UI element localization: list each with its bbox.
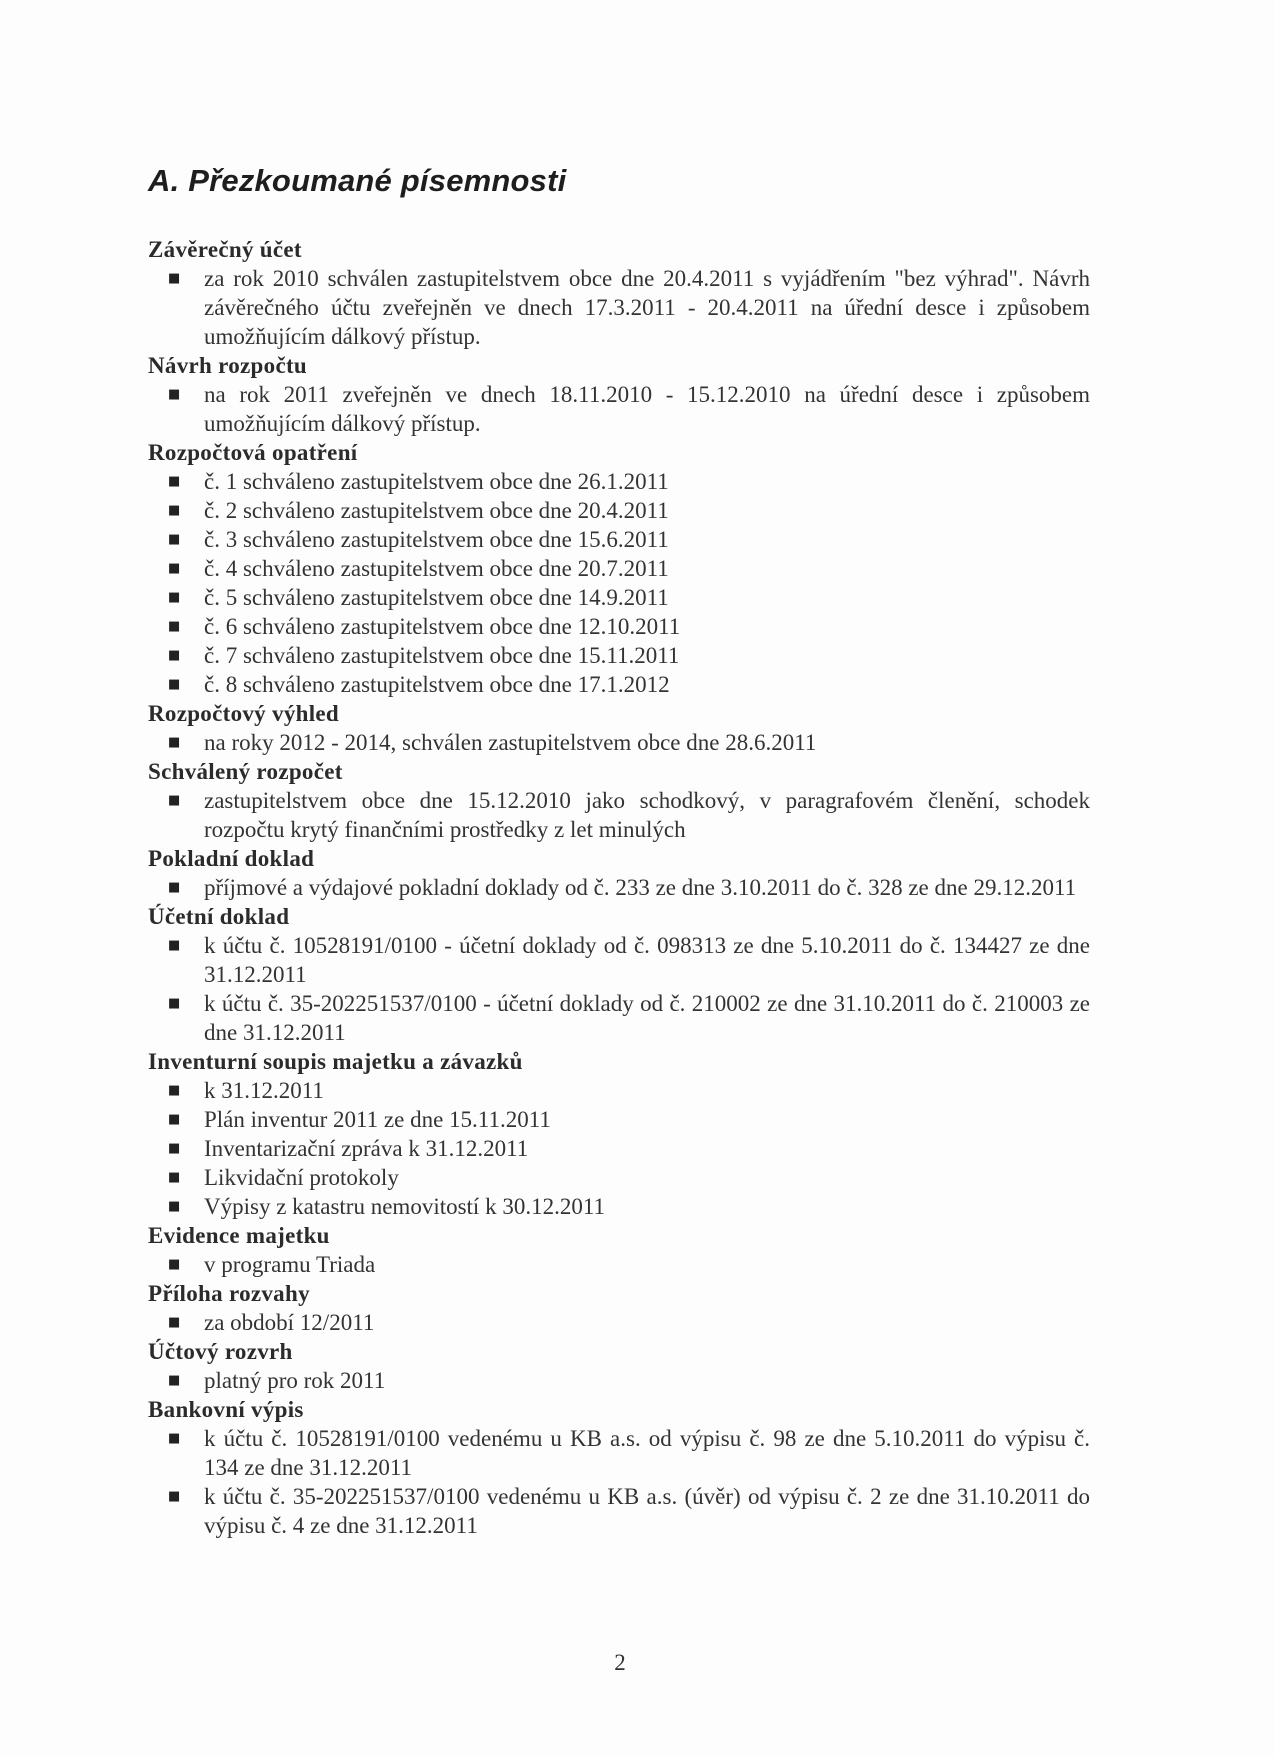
- list-item: [148, 786, 1090, 844]
- bullet-icon: ■: [168, 1141, 181, 1156]
- document-section: [148, 844, 1090, 902]
- document-section: [148, 757, 1090, 844]
- document-section: [148, 1279, 1090, 1337]
- list-item: [148, 670, 1090, 699]
- bullet-icon: ■: [168, 619, 181, 634]
- list-item: [148, 264, 1090, 351]
- list-item-text: v programu Triada: [204, 1252, 376, 1277]
- bullet-icon: ■: [168, 1083, 181, 1098]
- section-title: Rozpočtová opatření: [148, 440, 358, 465]
- document-section: [148, 351, 1090, 438]
- list-item: [148, 612, 1090, 641]
- section-title: Bankovní výpis: [148, 1397, 304, 1422]
- document-section: [148, 235, 1090, 351]
- bullet-list: [148, 1366, 1090, 1395]
- document-section: [148, 699, 1090, 757]
- bullet-icon: ■: [168, 677, 181, 692]
- bullet-icon: ■: [168, 1373, 181, 1388]
- bullet-list: [148, 873, 1090, 902]
- page-number: 2: [614, 1650, 626, 1675]
- list-item: [148, 873, 1090, 902]
- list-item: [148, 641, 1090, 670]
- list-item-text: č. 2 schváleno zastupitelstvem obce dne 20.4.2011: [204, 498, 669, 523]
- list-item: [148, 1134, 1090, 1163]
- bullet-icon: ■: [168, 1489, 181, 1504]
- bullet-list: [148, 931, 1090, 1047]
- list-item: [148, 1163, 1090, 1192]
- bullet-icon: ■: [168, 474, 181, 489]
- bullet-icon: ■: [168, 1431, 181, 1446]
- list-item-text: k účtu č. 35-202251537/0100 - účetní doklady od č. 210002 ze dne 31.10.2011 do č. 210003 ze dne 31.12.2011: [204, 991, 1090, 1045]
- list-item-text: k účtu č. 10528191/0100 vedenému u KB a.s. od výpisu č. 98 ze dne 5.10.2011 do výpisu č. 134 ze dne 31.12.2011: [204, 1426, 1090, 1480]
- section-title: Účtový rozvrh: [148, 1339, 293, 1364]
- list-item-text: č. 5 schváleno zastupitelstvem obce dne 14.9.2011: [204, 585, 669, 610]
- section-title: Rozpočtový výhled: [148, 701, 340, 726]
- bullet-list: [148, 786, 1090, 844]
- document-section: [148, 902, 1090, 1047]
- bullet-list: [148, 467, 1090, 699]
- list-item-text: č. 7 schváleno zastupitelstvem obce dne 15.11.2011: [204, 643, 680, 668]
- list-item-text: na roky 2012 - 2014, schválen zastupitelstvem obce dne 28.6.2011: [204, 730, 817, 755]
- list-item: [148, 1105, 1090, 1134]
- bullet-icon: ■: [168, 271, 181, 286]
- list-item-text: č. 4 schváleno zastupitelstvem obce dne 20.7.2011: [204, 556, 669, 581]
- list-item: [148, 1308, 1090, 1337]
- bullet-icon: ■: [168, 387, 181, 402]
- list-item-text: č. 1 schváleno zastupitelstvem obce dne 26.1.2011: [204, 469, 669, 494]
- bullet-icon: ■: [168, 996, 181, 1011]
- list-item: [148, 1250, 1090, 1279]
- document-section: [148, 438, 1090, 699]
- list-item: [148, 1076, 1090, 1105]
- list-item-text: příjmové a výdajové pokladní doklady od č. 233 ze dne 3.10.2011 do č. 328 ze dne 29.12.2011: [204, 875, 1077, 900]
- bullet-icon: ■: [168, 938, 181, 953]
- bullet-icon: ■: [168, 1199, 181, 1214]
- bullet-icon: ■: [168, 532, 181, 547]
- list-item: [148, 525, 1090, 554]
- list-item-text: č. 6 schváleno zastupitelstvem obce dne 12.10.2011: [204, 614, 681, 639]
- document-section: [148, 1221, 1090, 1279]
- list-item: [148, 1366, 1090, 1395]
- bullet-list: [148, 1076, 1090, 1221]
- document-section: [148, 1047, 1090, 1221]
- list-item: [148, 1482, 1090, 1540]
- section-title: Inventurní soupis majetku a závazků: [148, 1049, 523, 1074]
- section-title: Příloha rozvahy: [148, 1281, 310, 1306]
- list-item: [148, 989, 1090, 1047]
- section-title: Závěrečný účet: [148, 237, 302, 262]
- bullet-icon: ■: [168, 590, 181, 605]
- section-title: Pokladní doklad: [148, 846, 315, 871]
- bullet-icon: ■: [168, 1170, 181, 1185]
- list-item-text: Plán inventur 2011 ze dne 15.11.2011: [204, 1107, 551, 1132]
- bullet-icon: ■: [168, 561, 181, 576]
- list-item: [148, 380, 1090, 438]
- list-item-text: k účtu č. 10528191/0100 - účetní doklady od č. 098313 ze dne 5.10.2011 do č. 134427 ze dne 31.12.2011: [204, 933, 1090, 987]
- list-item-text: za rok 2010 schválen zastupitelstvem obce dne 20.4.2011 s vyjádřením "bez výhrad". Návrh závěrečného účtu zveřejněn ve dnech 17.3.2011 - 20.4.2011 na úřední desce i způsobem umožňujícím dálkový přístup.: [204, 266, 1090, 349]
- document-body: [148, 235, 1090, 1540]
- list-item-text: Výpisy z katastru nemovitostí k 30.12.2011: [204, 1194, 605, 1219]
- bullet-icon: ■: [168, 1112, 181, 1127]
- list-item: [148, 728, 1090, 757]
- list-item-text: k 31.12.2011: [204, 1078, 324, 1103]
- bullet-icon: ■: [168, 735, 181, 750]
- list-item: [148, 467, 1090, 496]
- section-heading: A. Přezkoumané písemnosti: [148, 163, 567, 198]
- bullet-list: [148, 380, 1090, 438]
- document-section: [148, 1337, 1090, 1395]
- list-item-text: na rok 2011 zveřejněn ve dnech 18.11.2010 - 15.12.2010 na úřední desce i způsobem umožňujícím dálkový přístup.: [204, 382, 1090, 436]
- document-section: [148, 1395, 1090, 1540]
- section-title: Schválený rozpočet: [148, 759, 343, 784]
- list-item-text: za období 12/2011: [204, 1310, 375, 1335]
- bullet-icon: ■: [168, 793, 181, 808]
- list-item-text: č. 3 schváleno zastupitelstvem obce dne 15.6.2011: [204, 527, 669, 552]
- section-title: Návrh rozpočtu: [148, 353, 308, 378]
- bullet-icon: ■: [168, 880, 181, 895]
- section-title: Evidence majetku: [148, 1223, 330, 1248]
- bullet-list: [148, 1308, 1090, 1337]
- list-item-text: Inventarizační zpráva k 31.12.2011: [204, 1136, 529, 1161]
- bullet-list: [148, 728, 1090, 757]
- list-item: [148, 583, 1090, 612]
- section-title: Účetní doklad: [148, 904, 290, 929]
- list-item-text: č. 8 schváleno zastupitelstvem obce dne 17.1.2012: [204, 672, 670, 697]
- bullet-list: [148, 1250, 1090, 1279]
- bullet-icon: ■: [168, 648, 181, 663]
- list-item-text: zastupitelstvem obce dne 15.12.2010 jako schodkový, v paragrafovém členění, schodek rozpočtu krytý finančními prostředky z let minulých: [204, 788, 1090, 842]
- bullet-icon: ■: [168, 1257, 181, 1272]
- list-item-text: platný pro rok 2011: [204, 1368, 386, 1393]
- list-item: [148, 1424, 1090, 1482]
- bullet-icon: ■: [168, 503, 181, 518]
- list-item-text: Likvidační protokoly: [204, 1165, 399, 1190]
- list-item: [148, 496, 1090, 525]
- list-item: [148, 554, 1090, 583]
- bullet-list: [148, 1424, 1090, 1540]
- list-item-text: k účtu č. 35-202251537/0100 vedenému u KB a.s. (úvěr) od výpisu č. 2 ze dne 31.10.2011 do výpisu č. 4 ze dne 31.12.2011: [204, 1484, 1090, 1538]
- bullet-list: [148, 264, 1090, 351]
- list-item: [148, 1192, 1090, 1221]
- bullet-icon: ■: [168, 1315, 181, 1330]
- list-item: [148, 931, 1090, 989]
